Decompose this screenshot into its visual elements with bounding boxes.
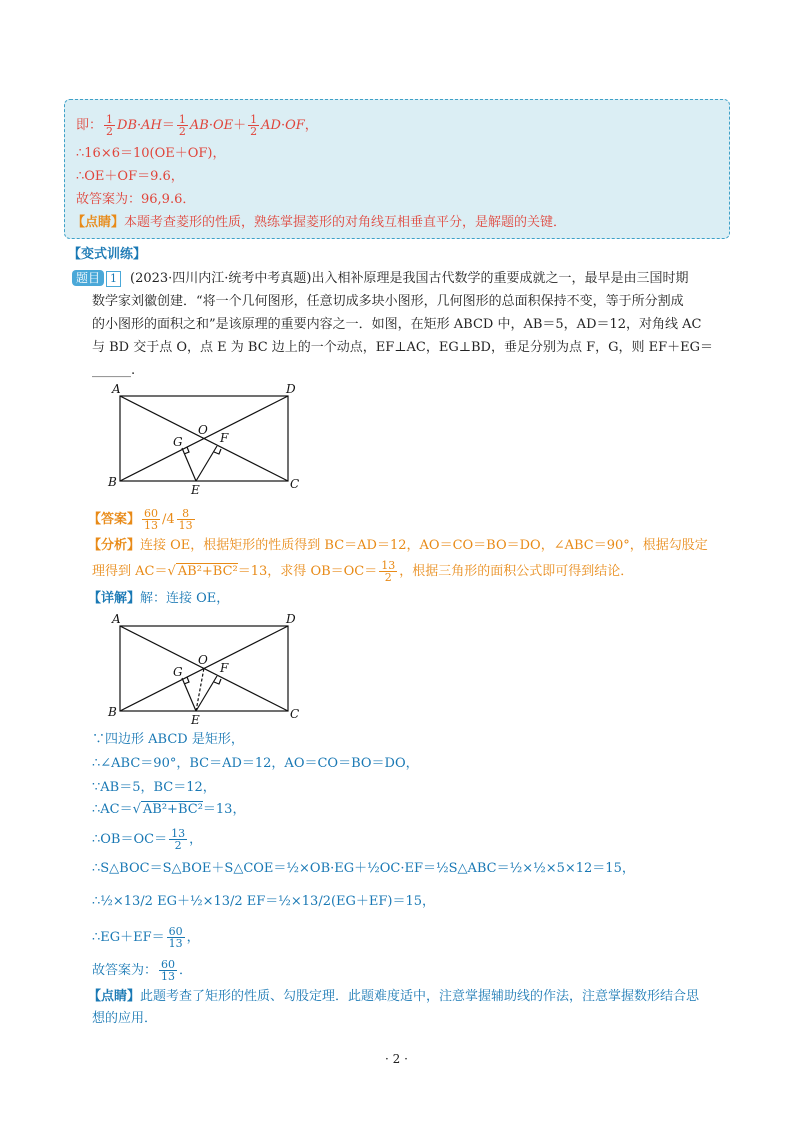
- label-c: C: [290, 477, 300, 491]
- label-e-2: E: [191, 713, 200, 726]
- label-d: D: [286, 382, 296, 396]
- question-text-2: 数学家刘徽创建．“将一个几何图形，任意切成多块小图形，几何图形的总面积保持不变，等于所分割成: [92, 294, 684, 309]
- question-label: 题目: [72, 270, 104, 286]
- question-text-4: 与 BD 交于点 O，点 E 为 BC 边上的一个动点，EF⊥AC，EG⊥BD，垂足分别为点 F，G，则 EF＋EG＝: [92, 340, 713, 355]
- label-f-2: F: [220, 661, 229, 675]
- analysis-line-1: 【分析】连接 OE，根据矩形的性质得到 BC＝AD＝12，AO＝CO＝BO＝DO，∠ABC＝90°，根据勾股定: [88, 538, 708, 553]
- rectangle-figure-1: [100, 378, 310, 496]
- box-line-1: 即： $\frac{1}{2}$ DB·AH＝ $\frac{1}{2}$ AB·OE＋ $\frac{1}{2}$ AD·OF，: [76, 113, 318, 138]
- label-g-2: G: [173, 665, 183, 679]
- detail-step-6: ∴S△BOC＝S△BOE＋S△COE＝½×OB·EG＋½OC·EF＝½S△ABC＝½×½×5×12＝15，: [92, 861, 635, 876]
- label-g: G: [173, 435, 183, 449]
- label-b-2: B: [108, 705, 117, 719]
- question-text-1: (2023·四川内江·统考中考真题)出入相补原理是我国古代数学的重要成就之一，最早是由三国时期: [130, 271, 689, 286]
- detail-step-7: ∴½×13/2 EG＋½×13/2 EF＝½×13/2(EG＋EF)＝15，: [92, 894, 436, 909]
- detail-step-9: 故答案为： $\frac{60}{13}$ ．: [92, 958, 193, 983]
- section-title: 【变式训练】: [68, 247, 147, 262]
- label-a-2: A: [112, 612, 121, 626]
- detail-intro: 【详解】解：连接 OE，: [88, 591, 230, 606]
- detail-step-4: ∴AC＝√ AB²+BC²＝13，: [92, 802, 246, 817]
- label-o-2: O: [198, 653, 208, 667]
- page-number: · 2 ·: [385, 1052, 408, 1066]
- box-line-3: ∴OE＋OF＝9.6，: [76, 169, 184, 184]
- question-text-5: ______.: [92, 363, 136, 378]
- label-c-2: C: [290, 707, 300, 721]
- box-line-5: 【点睛】本题考查菱形的性质，熟练掌握菱形的对角线互相垂直平分，是解题的关键．: [72, 215, 567, 230]
- label-d-2: D: [286, 612, 296, 626]
- label-a: A: [112, 382, 121, 396]
- detail-step-5: ∴OB＝OC＝ $\frac{13}{2}$ ，: [92, 827, 203, 852]
- label-b: B: [108, 475, 117, 489]
- question-text-3: 的小图形的面积之和”是该原理的重要内容之一．如图，在矩形 ABCD 中，AB＝5，AD＝12，对角线 AC: [92, 317, 702, 332]
- note-line-1: 【点睛】此题考查了矩形的性质、勾股定理．此题难度适中，注意掌握辅助线的作法，注意掌握数形结合思: [88, 989, 700, 1004]
- rectangle-figure-2: [100, 608, 310, 726]
- label-f: F: [220, 431, 229, 445]
- question-number: 1: [106, 271, 121, 287]
- box-line-2: ∴16×6＝10(OE＋OF)，: [76, 146, 226, 161]
- detail-step-1: ∵四边形 ABCD 是矩形，: [92, 732, 244, 747]
- label-o: O: [198, 423, 208, 437]
- label-e: E: [191, 483, 200, 496]
- detail-step-2: ∴∠ABC＝90°，BC＝AD＝12，AO＝CO＝BO＝DO，: [92, 756, 419, 771]
- answer-line: 【答案】 $\frac{60}{13}$ /4 $\frac{8}{13}$: [88, 507, 193, 532]
- analysis-line-2: 理得到 AC＝√ AB²+BC²＝13，求得 OB＝OC＝ $\frac{13}{2}$ ，根据三角形的面积公式即可得到结论．: [92, 559, 634, 584]
- box-line-4: 故答案为：96,9.6．: [76, 192, 196, 207]
- note-line-2: 想的应用．: [92, 1011, 158, 1026]
- detail-step-3: ∵AB＝5，BC＝12，: [92, 780, 216, 795]
- detail-step-8: ∴EG＋EF＝ $\frac{60}{13}$ ，: [92, 925, 200, 950]
- question-badge: [72, 270, 121, 288]
